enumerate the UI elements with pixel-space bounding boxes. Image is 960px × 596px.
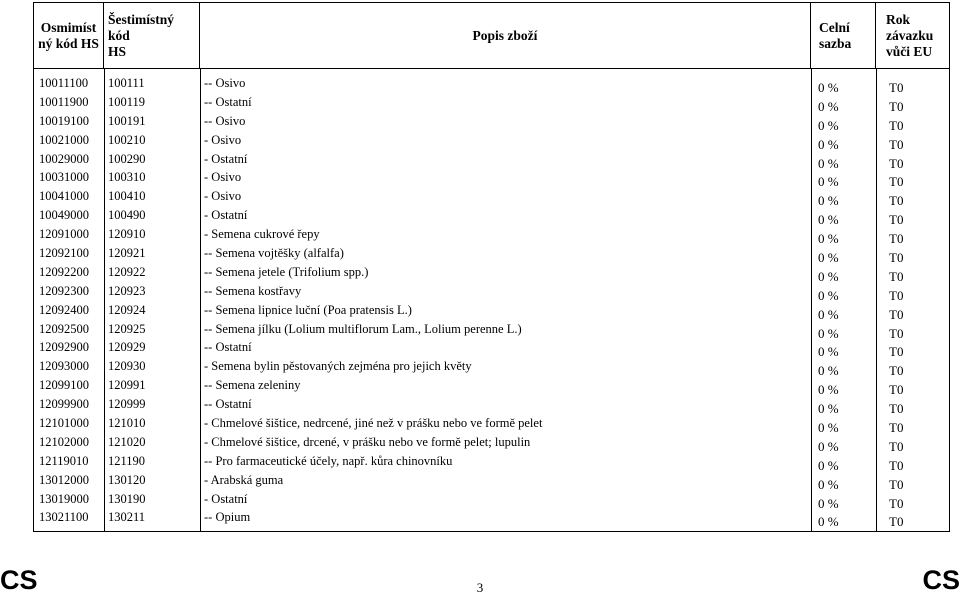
table-row <box>34 95 949 114</box>
binding-year-cell: T0 <box>889 193 904 209</box>
duty-rate-cell: 0 % <box>818 136 839 152</box>
table-row <box>34 492 949 511</box>
header-description: Popis zboží <box>200 3 811 68</box>
table-row <box>34 208 949 227</box>
duty-rate-cell: 0 % <box>818 98 839 114</box>
eight-digit-code-cell: 10031000 <box>39 170 89 185</box>
table-row <box>34 227 949 246</box>
table-row <box>34 473 949 492</box>
table-row <box>34 416 949 435</box>
eight-digit-code-cell: 12102000 <box>39 434 89 449</box>
eight-digit-code-cell: 10011100 <box>39 76 89 90</box>
eight-digit-code-cell: 12099100 <box>39 378 89 393</box>
table-row <box>34 246 949 265</box>
binding-year-cell: T0 <box>889 80 904 95</box>
binding-year-cell: T0 <box>889 212 904 228</box>
six-digit-code-cell: 120924 <box>108 302 146 317</box>
eight-digit-code-cell: 10021000 <box>39 132 89 147</box>
binding-year-cell: T0 <box>889 438 904 454</box>
table-header <box>34 3 949 69</box>
duty-rate-cell: 0 % <box>818 287 839 303</box>
six-digit-code-cell: 120921 <box>108 246 146 261</box>
description-cell: -- Semena zeleniny <box>204 378 301 393</box>
six-digit-code-cell: 120929 <box>108 340 146 355</box>
duty-rate-cell: 0 % <box>818 117 839 133</box>
eight-digit-code-cell: 12119010 <box>39 453 89 468</box>
table-row <box>34 284 949 303</box>
eight-digit-code-cell: 13021100 <box>39 510 89 525</box>
description-cell: - Semena cukrové řepy <box>204 227 320 242</box>
duty-rate-cell: 0 % <box>818 174 839 190</box>
table-row <box>34 378 949 397</box>
description-cell: - Ostatní <box>204 208 248 223</box>
binding-year-cell: T0 <box>889 401 904 417</box>
description-cell: - Arabská guma <box>204 472 284 487</box>
table-row <box>34 265 949 284</box>
description-cell: - Osivo <box>204 189 242 204</box>
description-cell: - Osivo <box>204 132 242 147</box>
six-digit-code-cell: 120910 <box>108 227 146 242</box>
table-row <box>34 133 949 152</box>
table-row <box>34 114 949 133</box>
binding-year-cell: T0 <box>889 495 904 511</box>
footer-language-mark-right: CS <box>922 565 960 595</box>
six-digit-code-cell: 100191 <box>108 113 146 128</box>
eight-digit-code-cell: 12093000 <box>39 359 89 374</box>
table-row <box>34 340 949 359</box>
eight-digit-code-cell: 13012000 <box>39 472 89 487</box>
table-row <box>34 76 949 95</box>
six-digit-code-cell: 100111 <box>108 76 145 90</box>
duty-rate-cell: 0 % <box>818 193 839 209</box>
table-row <box>34 152 949 171</box>
binding-year-cell: T0 <box>889 231 904 247</box>
binding-year-cell: T0 <box>889 287 904 303</box>
eight-digit-code-cell: 12092500 <box>39 321 89 336</box>
binding-year-cell: T0 <box>889 420 904 436</box>
eight-digit-code-cell: 12092200 <box>39 264 89 279</box>
six-digit-code-cell: 100310 <box>108 170 146 185</box>
binding-year-cell: T0 <box>889 268 904 284</box>
table-body <box>34 76 949 529</box>
six-digit-code-cell: 130190 <box>108 491 146 506</box>
binding-year-cell: T0 <box>889 174 904 190</box>
description-cell: -- Semena vojtěšky (alfalfa) <box>204 246 344 261</box>
eight-digit-code-cell: 12101000 <box>39 416 89 431</box>
duty-rate-cell: 0 % <box>818 268 839 284</box>
description-cell: -- Osivo <box>204 113 246 128</box>
table-row <box>34 303 949 322</box>
description-cell: - Chmelové šištice, nedrcené, jiné než v prášku nebo ve formě pelet <box>204 416 543 431</box>
binding-year-cell: T0 <box>889 306 904 322</box>
eight-digit-code-cell: 10011900 <box>39 94 89 109</box>
eight-digit-code-cell: 12092400 <box>39 302 89 317</box>
table-row <box>34 189 949 208</box>
description-cell: -- Ostatní <box>204 397 252 412</box>
duty-rate-cell: 0 % <box>818 80 839 95</box>
binding-year-cell: T0 <box>889 325 904 341</box>
duty-rate-cell: 0 % <box>818 476 839 492</box>
binding-year-cell: T0 <box>889 155 904 171</box>
duty-rate-cell: 0 % <box>818 155 839 171</box>
description-cell: - Semena bylin pěstovaných zejména pro jejich květy <box>204 359 472 374</box>
header-binding-year: Rok závazku vůči EU <box>886 11 934 59</box>
description-cell: -- Semena jetele (Trifolium spp.) <box>204 264 369 279</box>
page-number: 3 <box>476 580 484 595</box>
table-row <box>34 510 949 529</box>
description-cell: - Osivo <box>204 170 242 185</box>
six-digit-code-cell: 121190 <box>108 453 146 468</box>
binding-year-cell: T0 <box>889 363 904 379</box>
description-cell: -- Opium <box>204 510 251 525</box>
duty-rate-cell: 0 % <box>818 344 839 360</box>
duty-rate-cell: 0 % <box>818 212 839 228</box>
binding-year-cell: T0 <box>889 476 904 492</box>
six-digit-code-cell: 120923 <box>108 283 146 298</box>
binding-year-cell: T0 <box>889 136 904 152</box>
duty-rate-cell: 0 % <box>818 401 839 417</box>
binding-year-cell: T0 <box>889 98 904 114</box>
table-row <box>34 170 949 189</box>
description-cell: -- Semena kostřavy <box>204 283 302 298</box>
six-digit-code-cell: 120922 <box>108 264 146 279</box>
six-digit-code-cell: 121020 <box>108 434 146 449</box>
six-digit-code-cell: 120930 <box>108 359 146 374</box>
six-digit-code-cell: 121010 <box>108 416 146 431</box>
table-row <box>34 435 949 454</box>
eight-digit-code-cell: 12092900 <box>39 340 89 355</box>
six-digit-code-cell: 100490 <box>108 208 146 223</box>
duty-rate-cell: 0 % <box>818 457 839 473</box>
description-cell: - Ostatní <box>204 151 248 166</box>
table-row <box>34 397 949 416</box>
six-digit-code-cell: 100410 <box>108 189 146 204</box>
six-digit-code-cell: 120999 <box>108 397 146 412</box>
description-cell: -- Semena lipnice luční (Poa pratensis L.) <box>204 302 412 317</box>
binding-year-cell: T0 <box>889 344 904 360</box>
description-cell: -- Osivo <box>204 76 246 90</box>
table-row <box>34 359 949 378</box>
duty-rate-cell: 0 % <box>818 363 839 379</box>
table-row <box>34 454 949 473</box>
description-cell: -- Ostatní <box>204 340 252 355</box>
header-eight-digit-code: Osmimíst ný kód HS <box>34 3 104 68</box>
binding-year-cell: T0 <box>889 382 904 398</box>
description-cell: -- Pro farmaceutické účely, např. kůra chinovníku <box>204 453 453 468</box>
description-cell: - Ostatní <box>204 491 248 506</box>
six-digit-code-cell: 120991 <box>108 378 146 393</box>
header-duty-rate: Celní sazba <box>811 3 876 68</box>
six-digit-code-cell: 100210 <box>108 132 146 147</box>
eight-digit-code-cell: 12092100 <box>39 246 89 261</box>
eight-digit-code-cell: 10049000 <box>39 208 89 223</box>
table-row <box>34 322 949 341</box>
eight-digit-code-cell: 10041000 <box>39 189 89 204</box>
duty-rate-cell: 0 % <box>818 495 839 511</box>
binding-year-cell: T0 <box>889 250 904 266</box>
description-cell: -- Semena jílku (Lolium multiflorum Lam., Lolium perenne L.) <box>204 321 522 336</box>
description-cell: - Chmelové šištice, drcené, v prášku nebo ve formě pelet; lupulin <box>204 434 531 449</box>
header-six-digit-code: Šestimístný kód HS <box>104 3 200 68</box>
eight-digit-code-cell: 12091000 <box>39 227 89 242</box>
duty-rate-cell: 0 % <box>818 231 839 247</box>
tariff-table <box>33 2 950 532</box>
six-digit-code-cell: 130211 <box>108 510 146 525</box>
binding-year-cell: T0 <box>889 514 904 530</box>
duty-rate-cell: 0 % <box>818 514 839 530</box>
duty-rate-cell: 0 % <box>818 325 839 341</box>
binding-year-cell: T0 <box>889 457 904 473</box>
eight-digit-code-cell: 12099900 <box>39 397 89 412</box>
six-digit-code-cell: 120925 <box>108 321 146 336</box>
eight-digit-code-cell: 13019000 <box>39 491 89 506</box>
six-digit-code-cell: 100119 <box>108 94 146 109</box>
binding-year-cell: T0 <box>889 117 904 133</box>
eight-digit-code-cell: 12092300 <box>39 283 89 298</box>
duty-rate-cell: 0 % <box>818 420 839 436</box>
six-digit-code-cell: 130120 <box>108 472 146 487</box>
duty-rate-cell: 0 % <box>818 250 839 266</box>
footer-language-mark-left: CS <box>0 565 38 595</box>
eight-digit-code-cell: 10029000 <box>39 151 89 166</box>
duty-rate-cell: 0 % <box>818 438 839 454</box>
duty-rate-cell: 0 % <box>818 306 839 322</box>
six-digit-code-cell: 100290 <box>108 151 146 166</box>
description-cell: -- Ostatní <box>204 94 252 109</box>
duty-rate-cell: 0 % <box>818 382 839 398</box>
eight-digit-code-cell: 10019100 <box>39 113 89 128</box>
